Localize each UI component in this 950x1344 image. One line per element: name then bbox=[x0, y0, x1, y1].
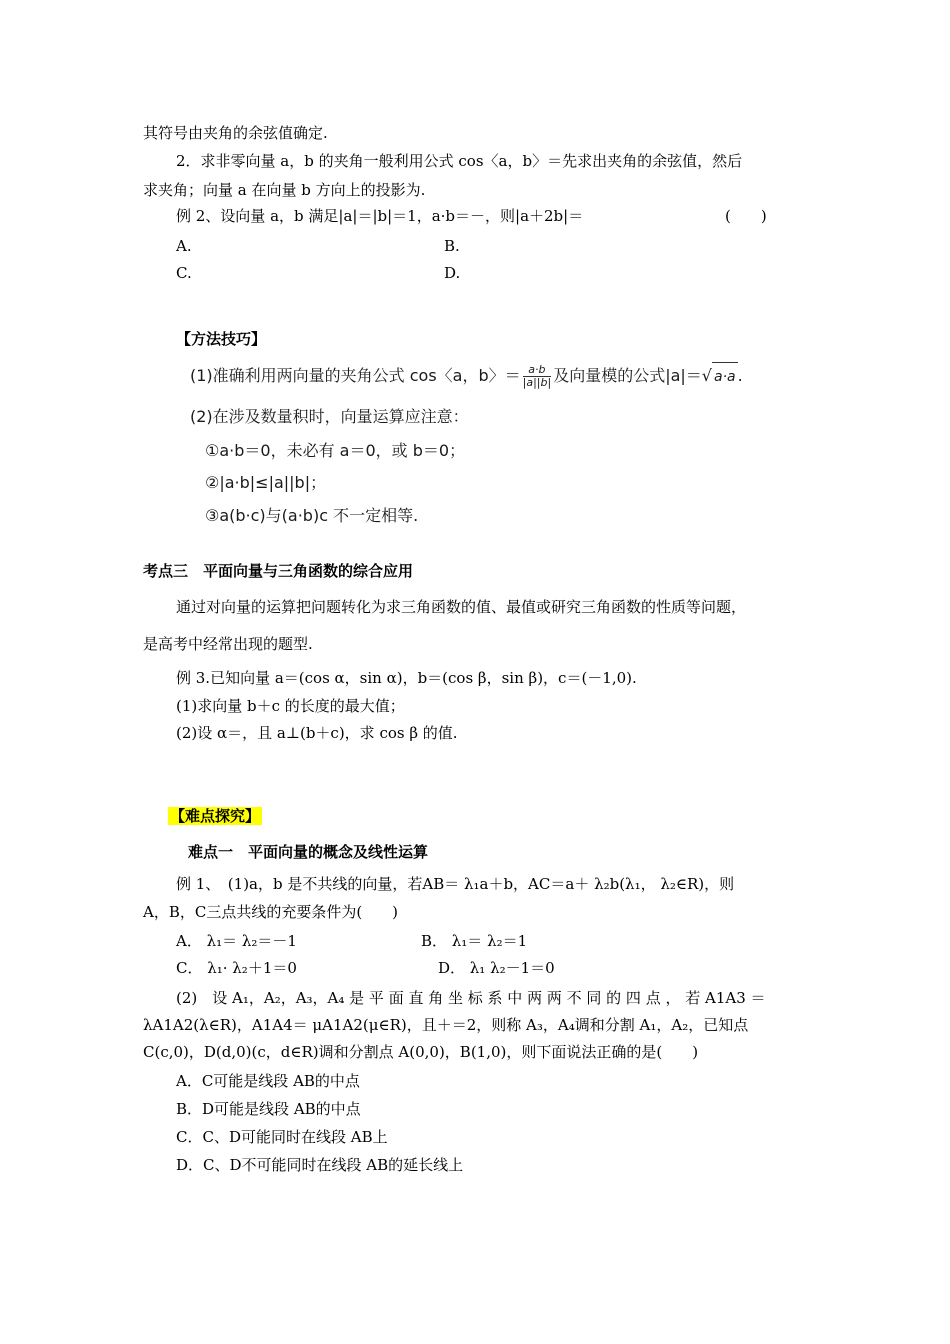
method-line-1-mid: 及向量模的公式|a|＝ bbox=[553, 366, 702, 385]
method-line-4: ②|a·b|≤|a||b|； bbox=[205, 473, 327, 492]
difficult-title: 难点一 平面向量的概念及线性运算 bbox=[188, 843, 429, 861]
angle-formula-fraction bbox=[523, 364, 552, 389]
intro-line-1: 2．求非零向量 a，b 的夹角一般利用公式 cos〈a，b〉＝先求出夹角的余弦值，然后 bbox=[176, 152, 743, 170]
difficult-option-d: D． λ₁ λ₂－1＝0 bbox=[438, 959, 555, 977]
sqrt-icon: √ bbox=[701, 366, 712, 385]
difficult-part2-line-2: λA1A2(λ∈R)，A1A4＝ μA1A2(μ∈R)，且＋＝2，则称 A₃，A₄调和分割 A₁，A₂，已知点 bbox=[143, 1016, 749, 1034]
difficult-tag: 【难点探究】 bbox=[170, 807, 261, 825]
intro-line-2: 求夹角；向量 a 在向量 b 方向上的投影为. bbox=[143, 181, 426, 199]
difficult-answer-d: D．C、D不可能同时在线段 AB的延长线上 bbox=[176, 1156, 464, 1174]
example2-paren: ( ) bbox=[725, 207, 767, 225]
difficult-part2-line-3: C(c,0)，D(d,0)(c，d∈R)调和分割点 A(0,0)，B(1,0)，则下面说法正确的是( ) bbox=[143, 1043, 699, 1061]
point3-para-1: 通过对向量的运算把问题转化为求三角函数的值、最值或研究三角函数的性质等问题， bbox=[176, 598, 747, 616]
method-title: 【方法技巧】 bbox=[176, 330, 267, 348]
point3-question-2: (2)设 α＝，且 a⊥(b＋c)，求 cos β 的值. bbox=[176, 724, 458, 742]
difficult-part2-line-1: (2) 设 A₁，A₂，A₃，A₄ 是 平 面 直 角 坐 标 系 中 两 两 不 同 的 四 点 ， 若 A1A3 ＝ bbox=[176, 989, 766, 1007]
difficult-answer-b: B．D可能是线段 AB的中点 bbox=[176, 1100, 361, 1118]
intro-line-0: 其符号由夹角的余弦值确定. bbox=[143, 124, 328, 142]
method-line-3: ①a·b＝0，未必有 a＝0，或 b＝0； bbox=[205, 441, 466, 460]
method-line-5: ③a(b·c)与(a·b)c 不一定相等. bbox=[205, 506, 419, 525]
fraction-numerator: a·b bbox=[523, 364, 552, 377]
sqrt-radicand: a·a bbox=[712, 362, 738, 391]
difficult-answer-c: C．C、D可能同时在线段 AB上 bbox=[176, 1128, 388, 1146]
method-line-1-prefix: (1)准确利用两向量的夹角公式 cos〈a，b〉＝ bbox=[190, 366, 521, 385]
point3-title: 考点三 平面向量与三角函数的综合应用 bbox=[143, 562, 414, 580]
difficult-option-c: C． λ₁· λ₂＋1＝0 bbox=[176, 959, 297, 977]
difficult-ex1-line-1: 例 1、 (1)a，b 是不共线的向量，若AB＝ λ₁a＋b，AC＝a＋ λ₂b(λ₁， λ₂∈R)，则 bbox=[176, 875, 735, 893]
example2-option-a: A. bbox=[176, 237, 192, 255]
method-line-1 bbox=[190, 362, 743, 391]
difficult-answer-a: A．C可能是线段 AB的中点 bbox=[176, 1072, 360, 1090]
difficult-ex1-line-2: A，B，C三点共线的充要条件为( ) bbox=[143, 903, 399, 921]
point3-question-1: (1)求向量 b＋c 的长度的最大值； bbox=[176, 697, 405, 715]
example2-option-c: C. bbox=[176, 264, 192, 282]
example2-option-b: B. bbox=[444, 237, 460, 255]
difficult-option-a: A． λ₁＝ λ₂＝－1 bbox=[176, 932, 297, 950]
method-line-2: (2)在涉及数量积时，向量运算应注意： bbox=[190, 407, 469, 426]
example2-stem: 例 2、设向量 a，b 满足|a|＝|b|＝1，a·b＝－，则|a＋2b|＝ bbox=[176, 207, 584, 225]
difficult-option-b: B． λ₁＝ λ₂＝1 bbox=[421, 932, 528, 950]
point3-example: 例 3.已知向量 a＝(cos α，sin α)，b＝(cos β，sin β)，c＝(－1,0). bbox=[176, 669, 637, 687]
point3-para-2: 是高考中经常出现的题型. bbox=[143, 635, 313, 653]
method-line-1-end: . bbox=[737, 366, 743, 385]
example2-option-d: D. bbox=[444, 264, 461, 282]
fraction-denominator: |a||b| bbox=[522, 376, 552, 389]
